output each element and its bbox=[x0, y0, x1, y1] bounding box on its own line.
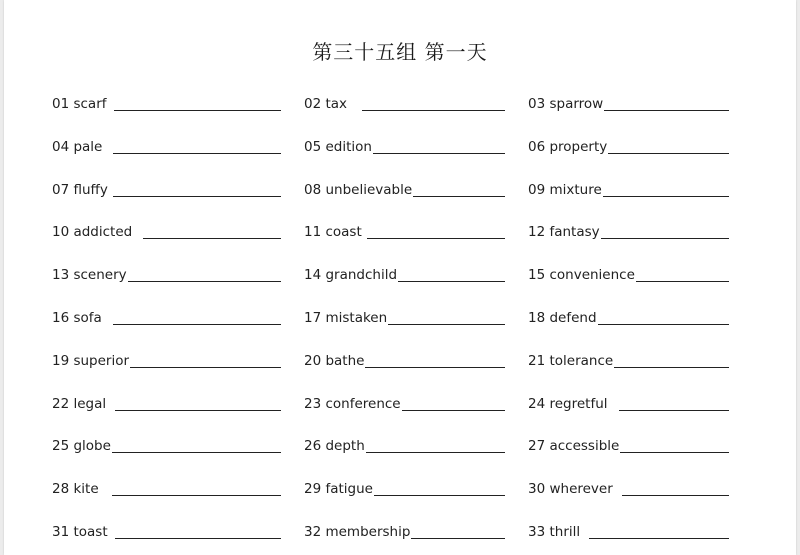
vocab-item bbox=[304, 176, 505, 200]
vocab-word: 02 tax bbox=[304, 96, 348, 112]
answer-blank-line[interactable] bbox=[608, 133, 729, 154]
vocab-row bbox=[52, 475, 752, 499]
answer-blank-line[interactable] bbox=[374, 475, 505, 496]
vocab-word: 18 defend bbox=[528, 310, 597, 326]
answer-blank-line[interactable] bbox=[112, 432, 281, 453]
vocab-word: 32 membership bbox=[304, 524, 411, 540]
vocab-word: 04 pale bbox=[52, 139, 103, 155]
vocab-row bbox=[52, 432, 752, 456]
vocab-item bbox=[52, 432, 281, 456]
answer-blank-line[interactable] bbox=[362, 90, 505, 111]
vocab-word: 13 scenery bbox=[52, 267, 127, 283]
vocab-item bbox=[528, 90, 729, 114]
vocab-item bbox=[528, 176, 729, 200]
vocab-item bbox=[52, 90, 281, 114]
answer-blank-line[interactable] bbox=[398, 261, 505, 282]
vocab-item bbox=[304, 304, 505, 328]
vocab-item bbox=[304, 518, 505, 542]
vocab-item bbox=[52, 261, 281, 285]
vocab-item bbox=[304, 133, 505, 157]
answer-blank-line[interactable] bbox=[114, 90, 281, 111]
vocab-word: 10 addicted bbox=[52, 224, 133, 240]
answer-blank-line[interactable] bbox=[130, 347, 281, 368]
page-title: 第三十五组 第一天 bbox=[312, 40, 488, 64]
vocab-word: 24 regretful bbox=[528, 396, 608, 412]
answer-blank-line[interactable] bbox=[373, 133, 505, 154]
vocab-word: 26 depth bbox=[304, 438, 365, 454]
answer-blank-line[interactable] bbox=[113, 304, 281, 325]
vocab-word: 01 scarf bbox=[52, 96, 107, 112]
answer-blank-line[interactable] bbox=[113, 133, 281, 154]
vocab-word: 20 bathe bbox=[304, 353, 365, 369]
vocab-word: 06 property bbox=[528, 139, 608, 155]
answer-blank-line[interactable] bbox=[636, 261, 729, 282]
vocab-word: 14 grandchild bbox=[304, 267, 398, 283]
vocab-row bbox=[52, 261, 752, 285]
vocab-item bbox=[528, 347, 729, 371]
vocab-word: 31 toast bbox=[52, 524, 108, 540]
answer-blank-line[interactable] bbox=[365, 347, 505, 368]
vocab-word: 25 globe bbox=[52, 438, 111, 454]
vocab-word: 17 mistaken bbox=[304, 310, 388, 326]
answer-blank-line[interactable] bbox=[112, 475, 281, 496]
vocab-item bbox=[304, 90, 505, 114]
vocab-word: 23 conference bbox=[304, 396, 401, 412]
answer-blank-line[interactable] bbox=[115, 518, 281, 539]
vocab-item bbox=[52, 218, 281, 242]
vocab-row bbox=[52, 304, 752, 328]
vocab-word: 22 legal bbox=[52, 396, 107, 412]
answer-blank-line[interactable] bbox=[411, 518, 505, 539]
vocab-word: 29 fatigue bbox=[304, 481, 373, 497]
answer-blank-line[interactable] bbox=[622, 475, 729, 496]
answer-blank-line[interactable] bbox=[601, 218, 729, 239]
vocab-item bbox=[304, 261, 505, 285]
answer-blank-line[interactable] bbox=[128, 261, 281, 282]
vocab-word: 33 thrill bbox=[528, 524, 581, 540]
vocab-word: 03 sparrow bbox=[528, 96, 604, 112]
vocab-word: 16 sofa bbox=[52, 310, 102, 326]
vocab-word: 11 coast bbox=[304, 224, 362, 240]
vocab-item bbox=[52, 475, 281, 499]
vocab-item bbox=[52, 133, 281, 157]
vocab-item bbox=[528, 518, 729, 542]
vocab-row bbox=[52, 347, 752, 371]
answer-blank-line[interactable] bbox=[614, 347, 729, 368]
answer-blank-line[interactable] bbox=[143, 218, 281, 239]
vocab-word: 19 superior bbox=[52, 353, 130, 369]
vocab-row bbox=[52, 90, 752, 114]
vocab-row bbox=[52, 176, 752, 200]
vocab-item bbox=[52, 390, 281, 414]
vocab-word: 05 edition bbox=[304, 139, 372, 155]
vocab-item bbox=[528, 432, 729, 456]
vocab-item bbox=[528, 133, 729, 157]
vocab-word: 07 fluffy bbox=[52, 182, 108, 198]
answer-blank-line[interactable] bbox=[598, 304, 729, 325]
vocab-row bbox=[52, 518, 752, 542]
vocab-item bbox=[528, 304, 729, 328]
vocab-item bbox=[304, 218, 505, 242]
vocab-item bbox=[304, 432, 505, 456]
vocab-item bbox=[52, 176, 281, 200]
vocab-item bbox=[304, 347, 505, 371]
vocab-item bbox=[528, 475, 729, 499]
vocab-row bbox=[52, 390, 752, 414]
vocab-word: 08 unbelievable bbox=[304, 182, 413, 198]
worksheet-page bbox=[4, 0, 796, 555]
vocab-item bbox=[528, 218, 729, 242]
vocab-word: 28 kite bbox=[52, 481, 99, 497]
vocab-item bbox=[52, 518, 281, 542]
answer-blank-line[interactable] bbox=[367, 218, 505, 239]
vocab-word: 30 wherever bbox=[528, 481, 613, 497]
vocab-word: 27 accessible bbox=[528, 438, 620, 454]
answer-blank-line[interactable] bbox=[115, 390, 281, 411]
vocab-item bbox=[52, 347, 281, 371]
vocab-word: 15 convenience bbox=[528, 267, 635, 283]
vocab-row bbox=[52, 133, 752, 157]
vocab-word: 12 fantasy bbox=[528, 224, 600, 240]
vocab-item bbox=[528, 261, 729, 285]
vocab-item bbox=[528, 390, 729, 414]
answer-blank-line[interactable] bbox=[604, 90, 729, 111]
answer-blank-line[interactable] bbox=[413, 176, 505, 197]
answer-blank-line[interactable] bbox=[619, 390, 729, 411]
vocab-item bbox=[304, 390, 505, 414]
answer-blank-line[interactable] bbox=[620, 432, 729, 453]
vocab-row bbox=[52, 218, 752, 242]
answer-blank-line[interactable] bbox=[388, 304, 505, 325]
answer-blank-line[interactable] bbox=[113, 176, 281, 197]
answer-blank-line[interactable] bbox=[402, 390, 505, 411]
answer-blank-line[interactable] bbox=[366, 432, 505, 453]
vocab-word: 21 tolerance bbox=[528, 353, 614, 369]
vocab-word: 09 mixture bbox=[528, 182, 602, 198]
answer-blank-line[interactable] bbox=[603, 176, 729, 197]
vocab-item bbox=[304, 475, 505, 499]
vocab-item bbox=[52, 304, 281, 328]
answer-blank-line[interactable] bbox=[589, 518, 729, 539]
